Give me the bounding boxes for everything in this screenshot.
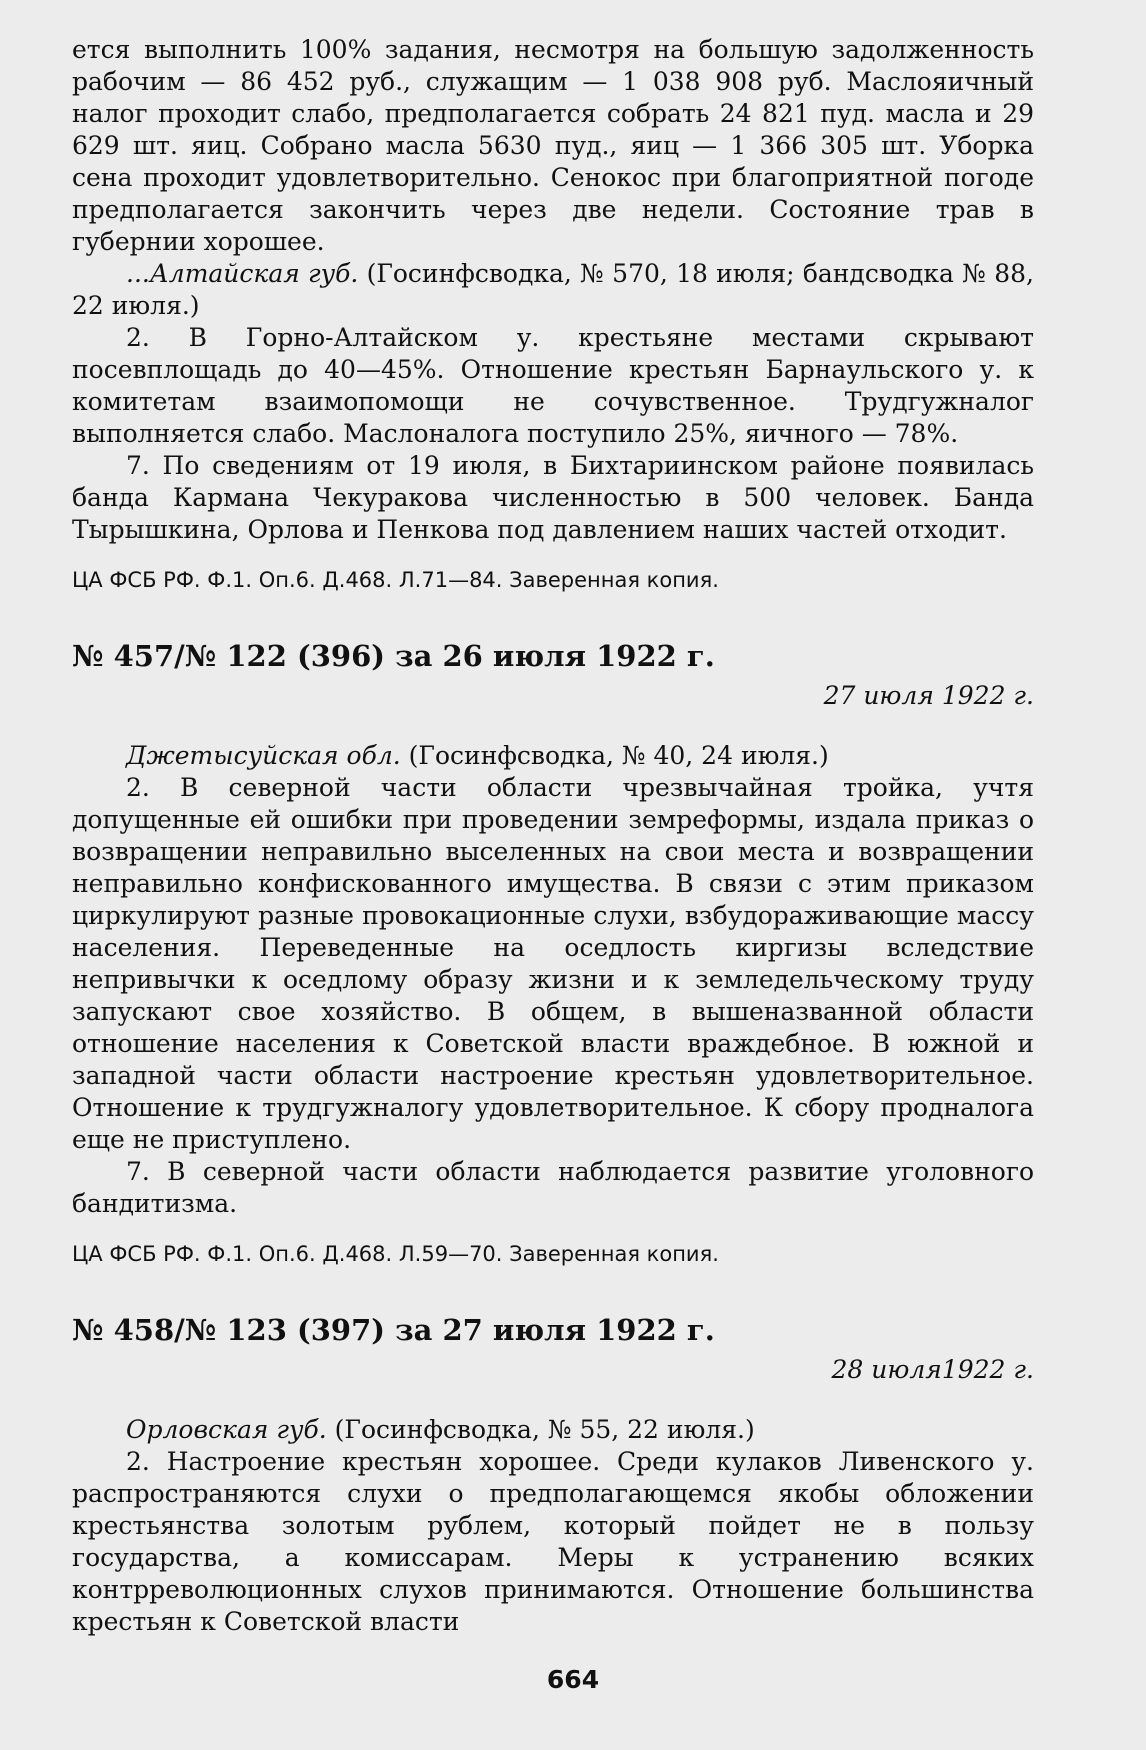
- report-date-458: 28 июля1922 г.: [831, 1355, 1034, 1384]
- paragraph-altai-source: [72, 258, 1034, 322]
- report-heading-457: № 457/№ 122 (396) за 26 июля 1922 г.: [72, 639, 715, 673]
- report-heading-458: № 458/№ 123 (397) за 27 июля 1922 г.: [72, 1313, 715, 1347]
- paragraph-dzhetysu-item-7: 7. В северной части области наблюдается развитие уголовного бандитизма.: [72, 1157, 1034, 1218]
- region-dzhetysu: Джетысуйская обл.: [126, 741, 401, 770]
- paragraph-dzhetysu-source: [72, 740, 1034, 772]
- source-dzhetysu: (Госинфсводка, № 40, 24 июля.): [400, 741, 829, 770]
- source-altai: (Госинфсводка, № 570, 18 июля; бандсводка № 88, 22 июля.): [72, 259, 1034, 320]
- region-altai: ...Алтайская губ.: [126, 259, 359, 288]
- paragraph-orel-item-2: 2. Настроение крестьян хорошее. Среди кулаков Ливенского у. распространяются слухи о предполагающемся якобы обложении крестьянства золотым рублем, который пойдет не в пользу государства, а комиссарам. Меры к устранению всяких контрреволюционных слухов принимаются. Отношение большинства крестьян к Советской власти: [72, 1447, 1034, 1636]
- source-orel: (Госинфсводка, № 55, 22 июля.): [326, 1415, 755, 1444]
- paragraph-dzhetysu-item-2: 2. В северной части области чрезвычайная тройка, учтя допущенные ей ошибки при проведении земреформы, издала приказ о возвращении неправильно выселенных на свои места и возвращении неправильно конфискованного имущества. В связи с этим приказом циркулируют разные провокационные слухи, взбудораживающие массу населения. Переведенные на оседлость киргизы вследствие непривычки к оседлому образу жизни и к земледельческому труду запускают свое хозяйство. В общем, в вышеназванной области отношение населения к Советской власти враждебное. В южной и западной части области настроение крестьян удовлетворительное. Отношение к трудгужналогу удовлетворительное. К сбору продналога еще не приступлено.: [72, 773, 1034, 1154]
- archive-reference-1: ЦА ФСБ РФ. Ф.1. Оп.6. Д.468. Л.71—84. Заверенная копия.: [72, 568, 719, 592]
- paragraph-altai-item-2: 2. В Горно-Алтайском у. крестьяне местами скрывают посевплощадь до 40—45%. Отношение крестьян Барнаульского у. к комитетам взаимопомощи не сочувственное. Трудгужналог выполняется слабо. Маслоналога поступило 25%, яичного — 78%.: [72, 323, 1034, 448]
- paragraph-orel-source: [72, 1414, 1034, 1446]
- document-body: [72, 34, 1034, 1638]
- page-number: 664: [546, 1665, 600, 1694]
- report-date-457: 27 июля 1922 г.: [823, 681, 1034, 710]
- paragraph-continuation: ется выполнить 100% задания, несмотря на большую задолженность рабочим — 86 452 руб., служащим — 1 038 908 руб. Маслояичный налог проходит слабо, предполагается собрать 24 821 пуд. масла и 29 629 шт. яиц. Собрано масла 5630 пуд., яиц — 1 366 305 шт. Уборка сена проходит удовлетворительно. Сенокос при благоприятной погоде предполагается закончить через две недели. Состояние трав в губернии хорошее.: [72, 35, 1034, 256]
- region-orel: Орловская губ.: [126, 1415, 327, 1444]
- archive-reference-2: ЦА ФСБ РФ. Ф.1. Оп.6. Д.468. Л.59—70. Заверенная копия.: [72, 1242, 719, 1266]
- paragraph-altai-item-7: 7. По сведениям от 19 июля, в Бихтариинском районе появилась банда Кармана Чекуракова численностью в 500 человек. Банда Тырышкина, Орлова и Пенкова под давлением наших частей отходит.: [72, 451, 1034, 544]
